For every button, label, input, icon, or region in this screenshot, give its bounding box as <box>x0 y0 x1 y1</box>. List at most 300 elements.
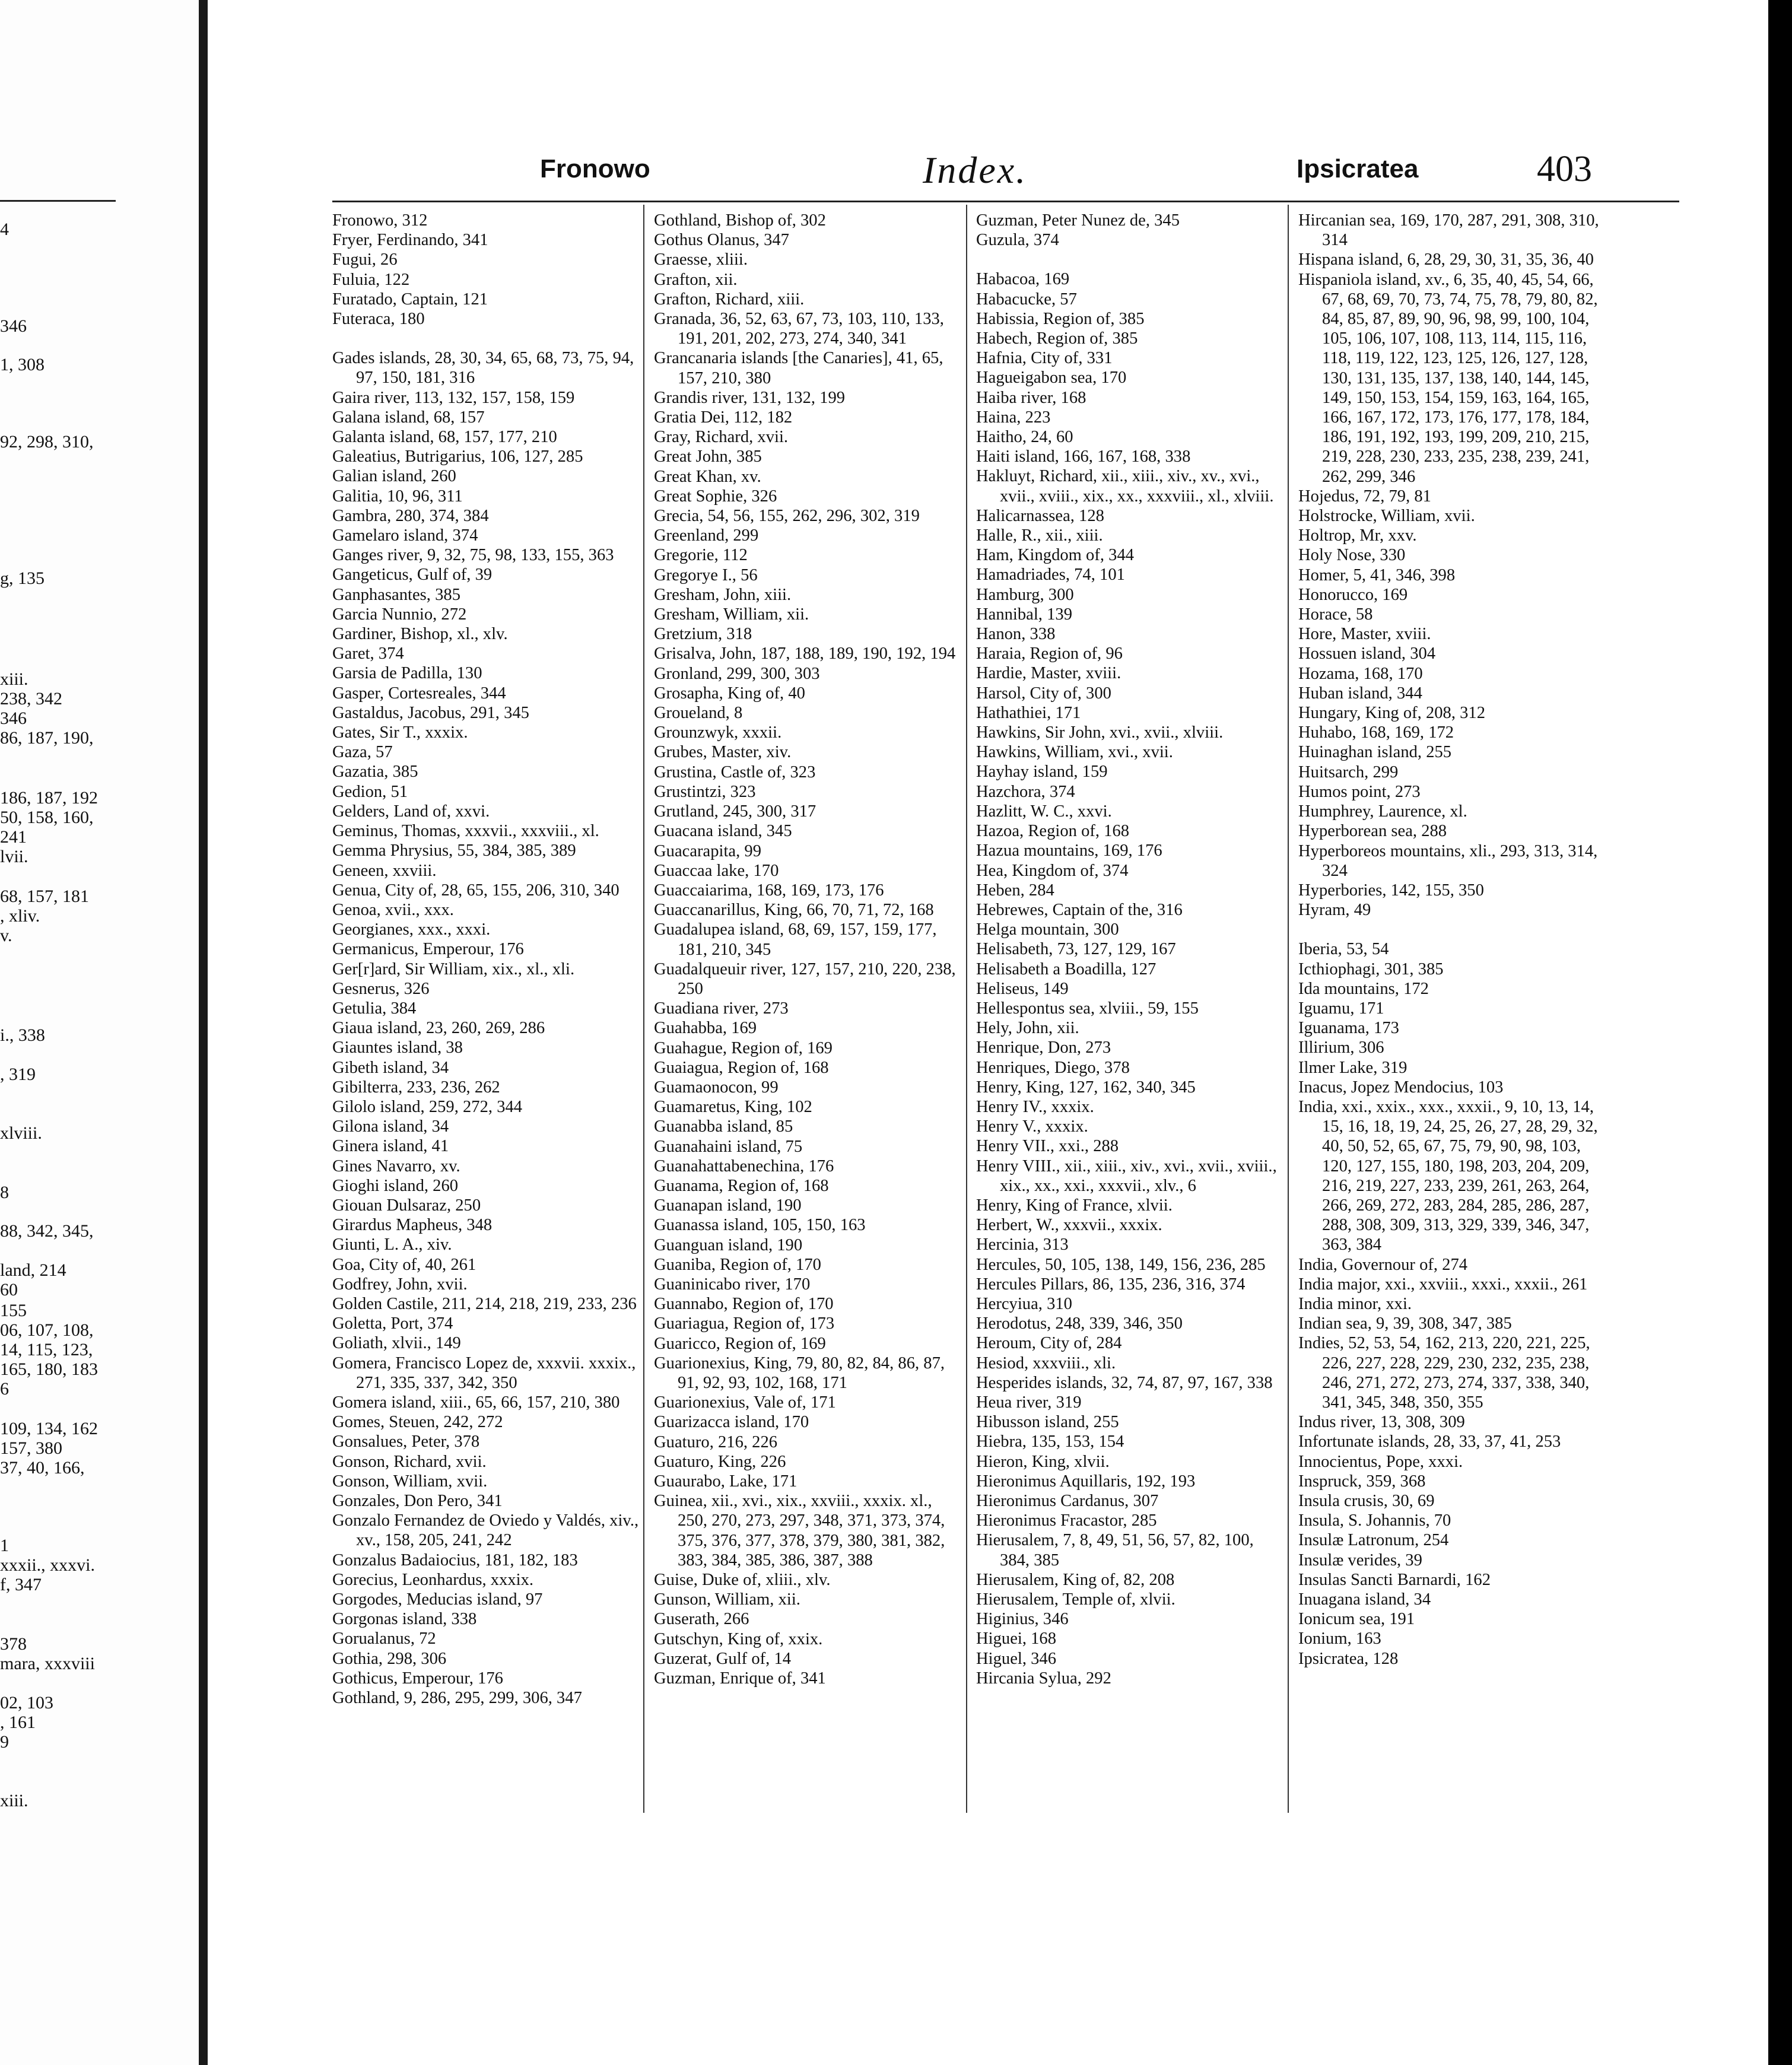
letter-gap <box>332 329 641 348</box>
index-entry: Galian island, 260 <box>332 467 456 486</box>
index-column-2 <box>654 211 962 1688</box>
index-entry: Ham, Kingdom of, 344 <box>976 546 1135 565</box>
column-rule <box>643 205 644 1813</box>
index-entry: Gastaldus, Jacobus, 291, 345 <box>332 703 529 722</box>
index-entry: Hungary, King of, 208, 312 <box>1298 704 1486 723</box>
index-entry: Homer, 5, 41, 346, 398 <box>1298 566 1456 584</box>
index-entry: Gray, Richard, xvii. <box>654 428 789 447</box>
index-entry: Gonzales, Don Pero, 341 <box>332 1492 503 1510</box>
index-entry: Gades islands, 28, 30, 34, 65, 68, 73, 75, 94, 97, 150, 181, 316 <box>332 349 634 387</box>
index-entry: Gomes, Steuen, 242, 272 <box>332 1413 503 1432</box>
gutter-fragment: 9 <box>0 1732 9 1752</box>
index-entry: Garcia Nunnio, 272 <box>332 605 467 624</box>
index-entry: Insula, S. Johannis, 70 <box>1298 1511 1451 1530</box>
index-page <box>208 0 1768 2065</box>
index-entry: Hieronimus Cardanus, 307 <box>976 1492 1159 1510</box>
page-number: 403 <box>1537 149 1592 189</box>
index-entry: Henry IV., xxxix. <box>976 1097 1094 1116</box>
index-entry: Henry, King, 127, 162, 340, 345 <box>976 1078 1196 1097</box>
index-entry: Gazatia, 385 <box>332 763 418 781</box>
gutter-fragment: 241 <box>0 827 27 847</box>
index-entry: Gemma Phrysius, 55, 384, 385, 389 <box>332 841 576 860</box>
index-entry: Germanicus, Emperour, 176 <box>332 940 524 959</box>
index-entry: Guanama, Region of, 168 <box>654 1176 829 1195</box>
index-column-3 <box>976 211 1285 1688</box>
index-entry: Helga mountain, 300 <box>976 920 1119 939</box>
index-entry: Great John, 385 <box>654 447 762 466</box>
index-entry: Godfrey, John, xvii. <box>332 1275 468 1294</box>
index-entry: Helisabeth, 73, 127, 129, 167 <box>976 940 1176 959</box>
gutter-fragment: 346 <box>0 316 27 336</box>
gutter-fragment: 60 <box>0 1280 18 1300</box>
index-entry: Indies, 52, 53, 54, 162, 213, 220, 221, 225, 226, 227, 228, 229, 230, 232, 235, 238, 246, 271, 272, 273, 274, 337, 338, 340, 341, 345, 348, 350, 355 <box>1298 1334 1590 1412</box>
index-entry: Holstrocke, William, xvii. <box>1298 507 1475 526</box>
index-entry: Hagueigabon sea, 170 <box>976 368 1127 387</box>
index-entry: Groueland, 8 <box>654 704 743 723</box>
index-entry: Greenland, 299 <box>654 526 759 545</box>
index-entry: Gretzium, 318 <box>654 625 752 644</box>
index-entry: Hamburg, 300 <box>976 585 1074 604</box>
gutter-fragment: land, 214 <box>0 1260 66 1280</box>
index-entry: Grancanaria islands [the Canaries], 41, 65, 157, 210, 380 <box>654 349 943 387</box>
index-entry: Hazchora, 374 <box>976 782 1075 801</box>
index-entry: Hieronimus Fracastor, 285 <box>976 1511 1157 1530</box>
index-entry: Guzman, Enrique of, 341 <box>654 1669 826 1688</box>
index-entry: Guahabba, 169 <box>654 1019 757 1038</box>
index-entry: Hayhay island, 159 <box>976 763 1108 781</box>
index-entry: Grecia, 54, 56, 155, 262, 296, 302, 319 <box>654 507 920 526</box>
index-entry: Henry, King of France, xlvii. <box>976 1196 1173 1215</box>
index-entry: Gilolo island, 259, 272, 344 <box>332 1097 523 1116</box>
index-entry: Habissia, Region of, 385 <box>976 309 1145 328</box>
index-entry: Gothland, 9, 286, 295, 299, 306, 347 <box>332 1689 582 1708</box>
index-entry: Horace, 58 <box>1298 605 1373 624</box>
index-entry: Fryer, Ferdinando, 341 <box>332 231 488 250</box>
index-entry: Hardie, Master, xviii. <box>976 664 1121 683</box>
index-entry: Hesperides islands, 32, 74, 87, 97, 167, 338 <box>976 1373 1273 1392</box>
index-entry: Golden Castile, 211, 214, 218, 219, 233, 236 <box>332 1294 637 1313</box>
index-entry: Hesiod, xxxviii., xli. <box>976 1354 1116 1373</box>
binding-shadow <box>199 0 208 2065</box>
index-entry: Goa, City of, 40, 261 <box>332 1255 476 1274</box>
running-head-right: Ipsicratea <box>1297 154 1419 183</box>
index-entry: Guaccanarillus, King, 66, 70, 71, 72, 168 <box>654 901 934 920</box>
index-entry: Hibusson island, 255 <box>976 1413 1119 1432</box>
index-entry: Guise, Duke of, xliii., xlv. <box>654 1571 831 1590</box>
gutter-fragment: f, 347 <box>0 1575 42 1594</box>
index-entry: Gines Navarro, xv. <box>332 1157 460 1176</box>
index-entry: Hakluyt, Richard, xii., xiii., xiv., xv., xvi., xvii., xviii., xix., xx., xxxviii., xl., xlviii. <box>976 467 1274 506</box>
index-entry: Geminus, Thomas, xxxvii., xxxviii., xl. <box>332 822 599 841</box>
index-entry: Gronland, 299, 300, 303 <box>654 664 820 683</box>
index-entry: Fugui, 26 <box>332 250 398 269</box>
gutter-fragment: 88, 342, 345, <box>0 1221 94 1241</box>
index-entry: India, Governour of, 274 <box>1298 1255 1468 1274</box>
index-entry: Gamelaro island, 374 <box>332 526 478 545</box>
gutter-fragment: 238, 342 <box>0 689 62 709</box>
index-entry: Gothia, 298, 306 <box>332 1649 447 1668</box>
gutter-fragment: 68, 157, 181 <box>0 887 89 906</box>
facing-page-edge <box>0 0 208 2065</box>
gutter-fragment: 50, 158, 160, <box>0 808 94 827</box>
index-entry: Herodotus, 248, 339, 346, 350 <box>976 1314 1183 1333</box>
index-entry: Garsia de Padilla, 130 <box>332 664 482 683</box>
index-entry: Gorecius, Leonhardus, xxxix. <box>332 1570 534 1589</box>
gutter-fragment: xiii. <box>0 1791 28 1810</box>
page-title: Index. <box>923 149 1028 191</box>
index-entry: Haiti island, 166, 167, 168, 338 <box>976 447 1191 466</box>
index-entry: Great Sophie, 326 <box>654 487 777 506</box>
gutter-fragment: 1, 308 <box>0 355 45 374</box>
index-entry: Guaurabo, Lake, 171 <box>654 1472 797 1491</box>
gutter-fragment: mara, xxxviii <box>0 1654 95 1673</box>
index-entry: Fronowo, 312 <box>332 211 428 230</box>
index-entry: Ginera island, 41 <box>332 1137 449 1156</box>
gutter-fragment: g, 135 <box>0 568 45 588</box>
index-entry: Holtrop, Mr, xxv. <box>1298 526 1417 545</box>
index-entry: Gresham, John, xiii. <box>654 585 792 604</box>
index-entry: Granada, 36, 52, 63, 67, 73, 103, 110, 133, 191, 201, 202, 273, 274, 340, 341 <box>654 310 944 348</box>
index-entry: Gorgodes, Meducias island, 97 <box>332 1590 543 1609</box>
gutter-fragment: 109, 134, 162 <box>0 1419 98 1438</box>
gutter-fragment: , 319 <box>0 1065 36 1084</box>
index-entry: Gorgonas island, 338 <box>332 1610 477 1629</box>
gutter-fragment: 92, 298, 310, <box>0 432 94 452</box>
index-entry: Gomera, Francisco Lopez de, xxxvii. xxxix., 271, 335, 337, 342, 350 <box>332 1354 636 1392</box>
index-entry: Huinaghan island, 255 <box>1298 743 1452 762</box>
index-entry: Higuel, 346 <box>976 1649 1057 1668</box>
index-entry: Hanon, 338 <box>976 625 1056 644</box>
index-entry: Gaza, 57 <box>332 743 393 762</box>
index-entry: Guaiagua, Region of, 168 <box>654 1058 829 1077</box>
index-entry: Henry VIII., xii., xiii., xiv., xvi., xvii., xviii., xix., xx., xxi., xxxvii., xlv., 6 <box>976 1157 1277 1195</box>
index-entry: Henrique, Don, 273 <box>976 1038 1111 1057</box>
index-entry: Hieron, King, xlvii. <box>976 1452 1110 1471</box>
gutter-fragment: 37, 40, 166, <box>0 1458 85 1478</box>
gutter-fragment: 165, 180, 183 <box>0 1359 98 1379</box>
index-entry: Haiba river, 168 <box>976 388 1086 407</box>
index-entry: Hazlitt, W. C., xxvi. <box>976 802 1112 821</box>
index-entry: Guarizacca island, 170 <box>654 1413 809 1432</box>
index-entry: Gonsalues, Peter, 378 <box>332 1432 480 1451</box>
index-entry: Gioghi island, 260 <box>332 1176 459 1195</box>
index-entry: Guzman, Peter Nunez de, 345 <box>976 211 1180 230</box>
gutter-fragment: , xliv. <box>0 906 40 926</box>
index-entry: Graesse, xliii. <box>654 250 748 269</box>
index-column-1 <box>332 211 641 1708</box>
index-entry: Hierusalem, King of, 82, 208 <box>976 1570 1175 1589</box>
index-entry: Gregorye I., 56 <box>654 566 758 584</box>
index-entry: Henry VII., xxi., 288 <box>976 1137 1119 1156</box>
index-entry: Ida mountains, 172 <box>1298 979 1429 998</box>
index-entry: Hiebra, 135, 153, 154 <box>976 1432 1124 1451</box>
gutter-fragment: 186, 187, 192 <box>0 788 98 808</box>
index-entry: Hercinia, 313 <box>976 1235 1069 1254</box>
index-entry: Ionium, 163 <box>1298 1629 1381 1648</box>
index-entry: Guadalupea island, 68, 69, 157, 159, 177, 181, 210, 345 <box>654 920 937 959</box>
index-entry: Hafnia, City of, 331 <box>976 349 1113 368</box>
index-entry: Hyram, 49 <box>1298 901 1371 920</box>
index-entry: Guanapan island, 190 <box>654 1196 802 1215</box>
index-entry: Giouan Dulsaraz, 250 <box>332 1196 481 1215</box>
index-entry: Guadalqueuir river, 127, 157, 210, 220, 238, 250 <box>654 960 956 998</box>
index-entry: Hathathiei, 171 <box>976 703 1081 722</box>
index-entry: Higuei, 168 <box>976 1629 1057 1648</box>
gutter-fragment: v. <box>0 926 12 945</box>
gutter-fragment: 346 <box>0 709 27 728</box>
index-entry: Genoa, xvii., xxx. <box>332 900 454 919</box>
index-entry: Hellespontus sea, xlviii., 59, 155 <box>976 999 1199 1018</box>
index-entry: Haina, 223 <box>976 408 1051 427</box>
index-entry: Gothland, Bishop of, 302 <box>654 211 826 230</box>
index-entry: Gonson, William, xvii. <box>332 1472 488 1491</box>
gutter-fragment: 157, 380 <box>0 1438 62 1458</box>
index-entry: Humphrey, Laurence, xl. <box>1298 802 1467 821</box>
index-entry: Futeraca, 180 <box>332 310 425 329</box>
index-entry: Hercules Pillars, 86, 135, 236, 316, 374 <box>976 1275 1245 1294</box>
index-entry: Insulæ Latronum, 254 <box>1298 1531 1449 1550</box>
index-entry: Galana island, 68, 157 <box>332 408 485 427</box>
index-entry: Habech, Region of, 385 <box>976 329 1138 348</box>
index-entry: India, xxi., xxix., xxx., xxxii., 9, 10, 13, 14, 15, 16, 18, 19, 24, 25, 26, 27, 28, 29, 32, 40, 50, 52, 65, 67, 75, 79, 90, 98, 103, 120, 127, 155, 180, 198, 203, 204, 209, 216, 219, 227, 233, 239, 261, 263, 264, 266, 269, 272, 283, 284, 285, 286, 287, 288, 308, 309, 313, 329, 339, 346, 347, 363, 384 <box>1298 1097 1598 1254</box>
index-entry: Gardiner, Bishop, xl., xlv. <box>332 625 508 644</box>
index-entry: Furatado, Captain, 121 <box>332 290 488 309</box>
index-entry: Fuluia, 122 <box>332 270 410 289</box>
letter-gap <box>1298 920 1607 939</box>
index-entry: Gothus Olanus, 347 <box>654 231 789 250</box>
index-entry: Hely, John, xii. <box>976 1019 1079 1038</box>
header-rule <box>332 201 1679 202</box>
index-entry: Giunti, L. A., xiv. <box>332 1235 452 1254</box>
index-entry: Girardus Mapheus, 348 <box>332 1216 493 1235</box>
gutter-fragment: 4 <box>0 220 9 239</box>
index-entry: Guaricco, Region of, 169 <box>654 1334 826 1353</box>
index-entry: Heroum, City of, 284 <box>976 1334 1122 1353</box>
gutter-fragment: xlviii. <box>0 1123 42 1143</box>
index-entry: Inuagana island, 34 <box>1298 1590 1431 1609</box>
index-entry: Hawkins, Sir John, xvi., xvii., xlviii. <box>976 723 1224 742</box>
index-entry: Higinius, 346 <box>976 1610 1069 1629</box>
index-entry: Grustintzi, 323 <box>654 782 756 801</box>
index-entry: Iguamu, 171 <box>1298 999 1384 1018</box>
index-entry: Henry V., xxxix. <box>976 1117 1088 1136</box>
index-entry: Hieronimus Aquillaris, 192, 193 <box>976 1472 1196 1491</box>
index-entry: Hossuen island, 304 <box>1298 644 1436 663</box>
index-entry: Grounzwyk, xxxii. <box>654 723 782 742</box>
gutter-fragment: 1 <box>0 1536 9 1555</box>
index-entry: Gregorie, 112 <box>654 546 748 565</box>
index-entry: Haraia, Region of, 96 <box>976 644 1123 663</box>
index-entry: Guamaonocon, 99 <box>654 1078 779 1097</box>
index-entry: Infortunate islands, 28, 33, 37, 41, 253 <box>1298 1432 1561 1451</box>
index-entry: Habacoa, 169 <box>976 270 1070 289</box>
index-entry: Gasper, Cortesreales, 344 <box>332 684 506 703</box>
index-entry: Hircanian sea, 169, 170, 287, 291, 308, 310, 314 <box>1298 211 1599 250</box>
index-entry: Guanabba island, 85 <box>654 1117 793 1136</box>
index-entry: Ilmer Lake, 319 <box>1298 1058 1407 1077</box>
index-entry: Insulas Sancti Barnardi, 162 <box>1298 1570 1491 1589</box>
gutter-fragment: lvii. <box>0 847 28 866</box>
gutter-fragment: xiii. <box>0 669 28 689</box>
index-entry: Humos point, 273 <box>1298 782 1421 801</box>
gutter-fragment: 14, 115, 123, <box>0 1340 93 1359</box>
index-entry: Holy Nose, 330 <box>1298 546 1406 565</box>
index-entry: Grisalva, John, 187, 188, 189, 190, 192, 194 <box>654 644 956 663</box>
index-entry: Gomera island, xiii., 65, 66, 157, 210, 380 <box>332 1393 620 1412</box>
index-entry: Huitsarch, 299 <box>1298 763 1399 781</box>
index-entry: Hircania Sylua, 292 <box>976 1669 1111 1688</box>
index-entry: Ganges river, 9, 32, 75, 98, 133, 155, 363 <box>332 546 614 565</box>
index-entry: Gothicus, Emperour, 176 <box>332 1669 503 1688</box>
index-entry: Hyperboreos mountains, xli., 293, 313, 314, 324 <box>1298 841 1598 880</box>
index-entry: Hercyiua, 310 <box>976 1294 1072 1313</box>
index-entry: Huban island, 344 <box>1298 684 1422 703</box>
index-entry: Haitho, 24, 60 <box>976 428 1073 447</box>
index-entry: Grubes, Master, xiv. <box>654 743 792 762</box>
index-entry: Guaccaa lake, 170 <box>654 861 779 880</box>
index-entry: Guannabo, Region of, 170 <box>654 1295 834 1314</box>
index-entry: Hierusalem, 7, 8, 49, 51, 56, 57, 82, 100, 384, 385 <box>976 1531 1254 1570</box>
gutter-fragment: 155 <box>0 1301 27 1320</box>
index-entry: Iguanama, 173 <box>1298 1019 1399 1038</box>
index-entry: Grafton, Richard, xiii. <box>654 290 805 309</box>
index-entry: Grafton, xii. <box>654 270 738 289</box>
gutter-fragment: i., 338 <box>0 1025 45 1045</box>
index-entry: Gratia Dei, 112, 182 <box>654 408 793 427</box>
index-entry: Gates, Sir T., xxxix. <box>332 723 468 742</box>
index-entry: Hispaniola island, xv., 6, 35, 40, 45, 54, 66, 67, 68, 69, 70, 73, 74, 75, 78, 79, 80, 82, 84, 85, 87, 89, 90, 96, 98, 99, 100, 104, 105, 106, 107, 108, 113, 114, 115, 116, 118, 119, 122, 123, 125, 126, 127, 128, 130, 131, 135, 137, 138, 140, 144, 145, 149, 150, 153, 154, 159, 163, 164, 165, 166, 167, 172, 173, 176, 177, 178, 184, 186, 191, 192, 193, 199, 209, 210, 215, 219, 228, 230, 233, 235, 238, 239, 241, 262, 299, 346 <box>1298 270 1598 486</box>
index-entry: Guinea, xii., xvi., xix., xxviii., xxxix. xl., 250, 270, 273, 297, 348, 371, 373, 374, 375, 376, 377, 378, 379, 380, 381, 382, 383, 384, 385, 386, 387, 388 <box>654 1492 945 1570</box>
index-entry: Ipsicratea, 128 <box>1298 1649 1399 1668</box>
index-entry: Gelders, Land of, xxvi. <box>332 802 490 821</box>
column-rule <box>966 205 967 1813</box>
index-entry: Insula crusis, 30, 69 <box>1298 1492 1435 1510</box>
index-entry: Ionicum sea, 191 <box>1298 1610 1415 1629</box>
index-entry: Hierusalem, Temple of, xlvii. <box>976 1590 1175 1609</box>
index-entry: Guanahaini island, 75 <box>654 1137 803 1156</box>
index-entry: Hea, Kingdom of, 374 <box>976 861 1129 880</box>
index-entry: Grosapha, King of, 40 <box>654 684 805 703</box>
gutter-fragment: 06, 107, 108, <box>0 1320 94 1340</box>
index-entry: Hozama, 168, 170 <box>1298 664 1423 683</box>
index-entry: Guahague, Region of, 169 <box>654 1038 833 1057</box>
index-entry: Gorualanus, 72 <box>332 1629 436 1648</box>
index-entry: Guamaretus, King, 102 <box>654 1098 812 1117</box>
column-rule <box>1288 205 1289 1813</box>
index-entry: Geneen, xxviii. <box>332 861 437 880</box>
index-entry: Grutland, 245, 300, 317 <box>654 802 816 821</box>
index-entry: Guzerat, Gulf of, 14 <box>654 1649 792 1668</box>
index-entry: Innocientus, Pope, xxxi. <box>1298 1452 1463 1471</box>
index-entry: Hyperbories, 142, 155, 350 <box>1298 881 1484 900</box>
index-entry: Guacarapita, 99 <box>654 841 762 860</box>
index-entry: Guserath, 266 <box>654 1610 749 1629</box>
index-entry: Guariagua, Region of, 173 <box>654 1314 835 1333</box>
index-entry: Hawkins, William, xvi., xvii. <box>976 743 1173 762</box>
index-entry: Guanassa island, 105, 150, 163 <box>654 1216 866 1235</box>
index-entry: Halicarnassea, 128 <box>976 506 1104 525</box>
index-entry: Goletta, Port, 374 <box>332 1314 453 1333</box>
index-entry: Helisabeth a Boadilla, 127 <box>976 960 1156 979</box>
gutter-fragment: 02, 103 <box>0 1693 53 1713</box>
index-entry: Honorucco, 169 <box>1298 585 1408 604</box>
index-entry: Halle, R., xii., xiii. <box>976 526 1103 545</box>
index-entry: Giauntes island, 38 <box>332 1038 463 1057</box>
index-entry: Icthiophagi, 301, 385 <box>1298 960 1444 979</box>
index-column-4 <box>1298 211 1607 1669</box>
index-entry: Galitia, 10, 96, 311 <box>332 487 463 506</box>
index-entry: Heben, 284 <box>976 881 1054 900</box>
index-entry: Inacus, Jopez Mendocius, 103 <box>1298 1078 1504 1097</box>
index-entry: Gonson, Richard, xvii. <box>332 1452 487 1471</box>
index-entry: Georgianes, xxx., xxxi. <box>332 920 491 939</box>
index-entry: Habacucke, 57 <box>976 290 1077 309</box>
index-entry: Galeatius, Butrigarius, 106, 127, 285 <box>332 447 583 466</box>
index-entry: Guaturo, 216, 226 <box>654 1432 778 1451</box>
index-entry: Goliath, xlvii., 149 <box>332 1334 461 1353</box>
index-entry: Gibeth island, 34 <box>332 1058 449 1077</box>
index-entry: Garet, 374 <box>332 644 404 663</box>
index-entry: Herbert, W., xxxvii., xxxix. <box>976 1216 1162 1235</box>
index-entry: Gedion, 51 <box>332 782 408 801</box>
index-entry: Genua, City of, 28, 65, 155, 206, 310, 340 <box>332 881 619 900</box>
index-entry: Hebrewes, Captain of the, 316 <box>976 900 1183 919</box>
index-entry: Galanta island, 68, 157, 177, 210 <box>332 428 557 447</box>
index-entry: Guaccaiarima, 168, 169, 173, 176 <box>654 881 884 900</box>
index-entry: Grandis river, 131, 132, 199 <box>654 388 846 407</box>
index-entry: Gibilterra, 233, 236, 262 <box>332 1078 500 1097</box>
index-entry: Guacana island, 345 <box>654 822 792 841</box>
index-entry: Insulæ verides, 39 <box>1298 1551 1422 1570</box>
index-entry: Gonzalus Badaiocius, 181, 182, 183 <box>332 1551 578 1570</box>
page-header <box>208 136 1768 208</box>
index-entry: Guzula, 374 <box>976 231 1059 250</box>
index-entry: Gaira river, 113, 132, 157, 158, 159 <box>332 388 575 407</box>
index-entry: Henriques, Diego, 378 <box>976 1058 1130 1077</box>
index-entry: Getulia, 384 <box>332 999 417 1018</box>
gutter-fragment: xxxii., xxxvi. <box>0 1555 96 1575</box>
index-entry: Hojedus, 72, 79, 81 <box>1298 487 1431 506</box>
index-entry: Guaturo, King, 226 <box>654 1452 786 1471</box>
index-entry: Guaninicabo river, 170 <box>654 1275 811 1294</box>
running-head-left: Fronowo <box>540 154 650 183</box>
index-entry: Guarionexius, Vale of, 171 <box>654 1393 836 1412</box>
index-entry: Hercules, 50, 105, 138, 149, 156, 236, 285 <box>976 1255 1266 1274</box>
index-entry: Hazua mountains, 169, 176 <box>976 841 1162 860</box>
index-entry: Guanguan island, 190 <box>654 1235 803 1254</box>
index-entry: Guanahattabenechina, 176 <box>654 1157 834 1176</box>
index-entry: India major, xxi., xxviii., xxxi., xxxii., 261 <box>1298 1275 1588 1294</box>
index-entry: Ger[r]ard, Sir William, xix., xl., xli. <box>332 960 575 979</box>
index-entry: Hannibal, 139 <box>976 605 1072 624</box>
index-entry: Gesnerus, 326 <box>332 979 430 998</box>
index-entry: Gonzalo Fernandez de Oviedo y Valdés, xiv., xv., 158, 205, 241, 242 <box>332 1511 639 1550</box>
index-entry: Hyperborean sea, 288 <box>1298 822 1447 841</box>
index-entry: Illirium, 306 <box>1298 1038 1384 1057</box>
index-entry: Indus river, 13, 308, 309 <box>1298 1413 1465 1432</box>
gutter-fragment: 378 <box>0 1634 27 1654</box>
index-entry: Guarionexius, King, 79, 80, 82, 84, 86, 87, 91, 92, 93, 102, 168, 171 <box>654 1354 945 1392</box>
index-entry: Inspruck, 359, 368 <box>1298 1472 1426 1491</box>
index-entry: Harsol, City of, 300 <box>976 684 1111 703</box>
index-entry: Heliseus, 149 <box>976 979 1069 998</box>
letter-gap <box>976 250 1285 269</box>
gutter-fragment: 8 <box>0 1183 9 1202</box>
index-entry: Gangeticus, Gulf of, 39 <box>332 566 493 584</box>
index-entry: Gambra, 280, 374, 384 <box>332 506 489 525</box>
index-entry: Hazoa, Region of, 168 <box>976 822 1130 841</box>
index-entry: Gresham, William, xii. <box>654 605 809 624</box>
